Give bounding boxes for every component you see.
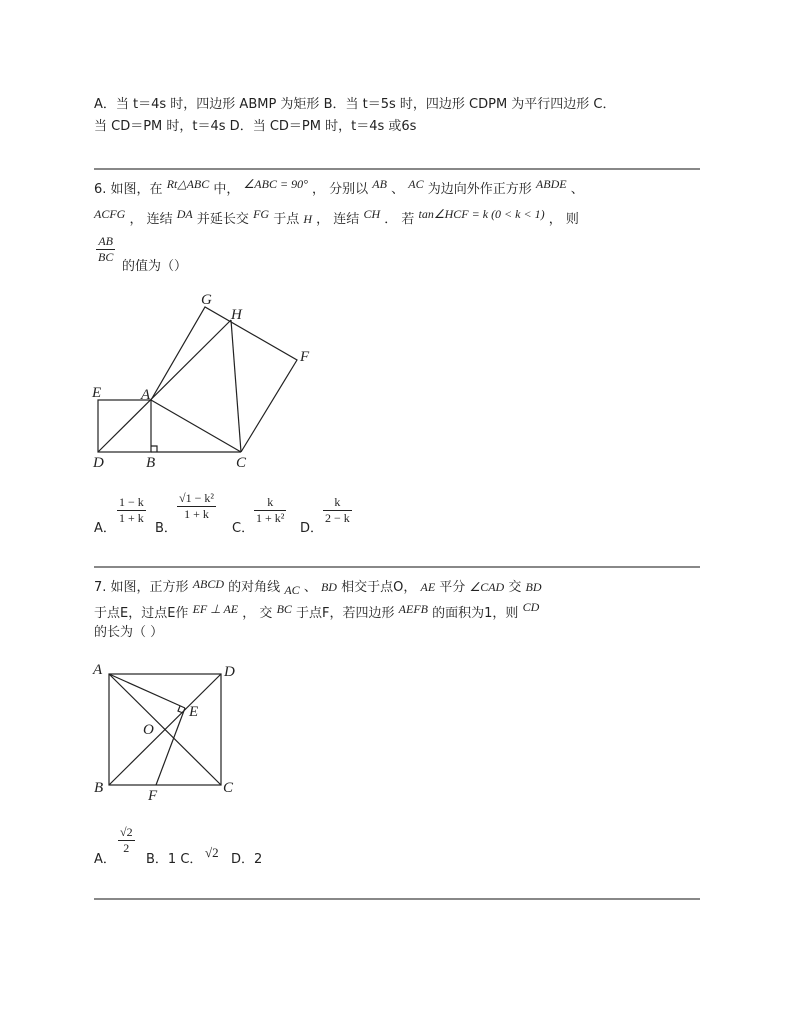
q7-bc: BC xyxy=(276,602,292,616)
q6-option-b-den: 1 + k xyxy=(184,507,209,521)
q6-option-a-num: 1 − k xyxy=(119,495,144,509)
q6-ab: AB xyxy=(372,177,387,191)
q6-ze: ， 则 xyxy=(548,212,579,227)
label-c: C xyxy=(236,455,247,471)
right-angle-b xyxy=(151,446,157,452)
label-f: F xyxy=(300,349,310,365)
q6-zhong: 中， xyxy=(213,182,240,197)
q7-cd: CD xyxy=(522,600,540,614)
q6-angle: ∠ABC = 90° xyxy=(243,177,308,191)
q7-bd2: BD xyxy=(525,580,542,594)
square-acfg xyxy=(151,307,297,452)
label-h: H xyxy=(231,307,242,323)
label-a: A xyxy=(93,662,103,678)
label-b: B xyxy=(146,455,156,471)
q6-sep1: ， 分别以 xyxy=(312,182,369,197)
q6-option-b-label: B． xyxy=(155,521,177,536)
q6-h: H xyxy=(303,212,313,226)
q7-duijiao: 的对角线 xyxy=(228,580,281,595)
label-a: A xyxy=(141,387,151,403)
q6-ch: CH xyxy=(363,207,381,221)
q7-lead: 7. 如图，正方形 xyxy=(94,580,189,595)
q7-option-a-label: A． xyxy=(94,852,116,867)
label-d: D xyxy=(93,455,104,471)
q7-bd: BD xyxy=(320,580,337,594)
q6-ratio-den: BC xyxy=(98,250,114,264)
q6-option-d-den: 2 − k xyxy=(325,511,350,525)
q6-rt-abc: Rt△ABC xyxy=(166,177,210,191)
divider-1 xyxy=(94,168,700,170)
q6-zhi: 的值为（） xyxy=(122,259,188,274)
q6-dun: 、 xyxy=(391,182,405,197)
q7-line2b: ， 交 xyxy=(242,606,273,621)
q6-option-c-fraction xyxy=(254,496,286,525)
q6-lead: 6. 如图，在 xyxy=(94,182,163,197)
q6-option-b-fraction xyxy=(177,492,216,521)
q7-option-a-fraction xyxy=(118,826,135,855)
q7-line2d: 的面积为1，则 xyxy=(432,606,519,621)
q7-perp: EF ⊥ AE xyxy=(192,602,239,616)
q7-option-c-value: √2 xyxy=(205,845,219,860)
q7-pingfen: 平分 xyxy=(439,580,466,595)
q6-option-d-fraction xyxy=(323,496,352,525)
q7-option-a-den: 2 xyxy=(123,841,130,855)
segment-ef xyxy=(156,708,185,785)
q7-line2c: 于点F，若四边形 xyxy=(296,606,395,621)
divider-2 xyxy=(94,566,700,568)
q6-fg: FG xyxy=(253,207,270,221)
label-c: C xyxy=(223,780,234,796)
label-b: B xyxy=(94,780,104,796)
label-e: E xyxy=(92,385,102,401)
q6-ruo: ． 若 xyxy=(384,212,415,227)
q5-options-line2: 当 CD＝PM 时，t＝4s D．当 CD＝PM 时，t＝4s 或6s xyxy=(94,119,417,134)
q7-option-bc: B．1 C． xyxy=(146,852,203,867)
q7-aefb: AEFB xyxy=(398,602,428,616)
q6-lianjie: ， 连结 xyxy=(129,212,173,227)
q7-line2 xyxy=(94,600,540,623)
line-dh xyxy=(98,320,231,452)
q7-line2a: 于点E，过点E作 xyxy=(94,606,189,621)
q7-line3: 的长为（ ） xyxy=(94,625,164,640)
q6-ratio-num: AB xyxy=(98,234,113,248)
q6-option-a-fraction xyxy=(117,496,146,525)
q7-jiao: 交 xyxy=(508,580,522,595)
q6-line2 xyxy=(94,207,579,229)
q7-ac: AC xyxy=(284,583,300,597)
q6-abde: ABDE xyxy=(535,177,567,191)
q7-option-d: D．2 xyxy=(231,852,263,867)
q6-line1 xyxy=(94,177,584,199)
q6-ac: AC xyxy=(408,177,424,191)
label-d: D xyxy=(224,664,235,680)
label-o: O xyxy=(143,722,154,738)
q7-dun: 、 xyxy=(303,580,317,595)
q6-option-c-label: C． xyxy=(232,521,255,536)
q7-line1 xyxy=(94,578,542,597)
label-e: E xyxy=(189,704,199,720)
q6-option-c-den: 1 + k² xyxy=(256,511,285,525)
q7-ae: AE xyxy=(420,580,436,594)
q7-option-a-num: √2 xyxy=(120,825,133,839)
label-g: G xyxy=(201,292,212,308)
q6-option-b-num: √1 − k² xyxy=(179,491,214,505)
label-f: F xyxy=(148,788,158,804)
q6-dun2: 、 xyxy=(570,182,584,197)
divider-3 xyxy=(94,898,700,900)
q6-lianjie2: ， 连结 xyxy=(316,212,360,227)
q6-ratio-fraction xyxy=(96,235,115,264)
segment-ch xyxy=(231,320,241,452)
segment-ac xyxy=(151,400,241,452)
q6-option-a-den: 1 + k xyxy=(119,511,144,525)
q6-acfg: ACFG xyxy=(94,207,126,221)
q7-xiangjiao: 相交于点O， xyxy=(341,580,417,595)
q6-da: DA xyxy=(176,207,193,221)
q6-wei: 为边向外作正方形 xyxy=(427,182,532,197)
q7-figure xyxy=(86,656,246,806)
segment-ae xyxy=(109,674,185,708)
q6-option-d-label: D． xyxy=(300,521,324,536)
q6-figure xyxy=(86,290,318,475)
q6-option-a-label: A． xyxy=(94,521,116,536)
q6-bing: 并延长交 xyxy=(196,212,249,227)
q6-yudian: 于点 xyxy=(273,212,300,227)
q7-cad: ∠CAD xyxy=(469,580,505,594)
q6-option-c-num: k xyxy=(267,495,274,509)
q5-options-line1: A．当 t＝4s 时，四边形 ABMP 为矩形 B．当 t＝5s 时，四边形 CDPM 为平行四边形 C． xyxy=(94,97,616,112)
q6-option-d-num: k xyxy=(334,495,341,509)
q7-abcd: ABCD xyxy=(192,577,225,591)
q6-tan: tan∠HCF = k (0 < k < 1) xyxy=(418,207,545,221)
